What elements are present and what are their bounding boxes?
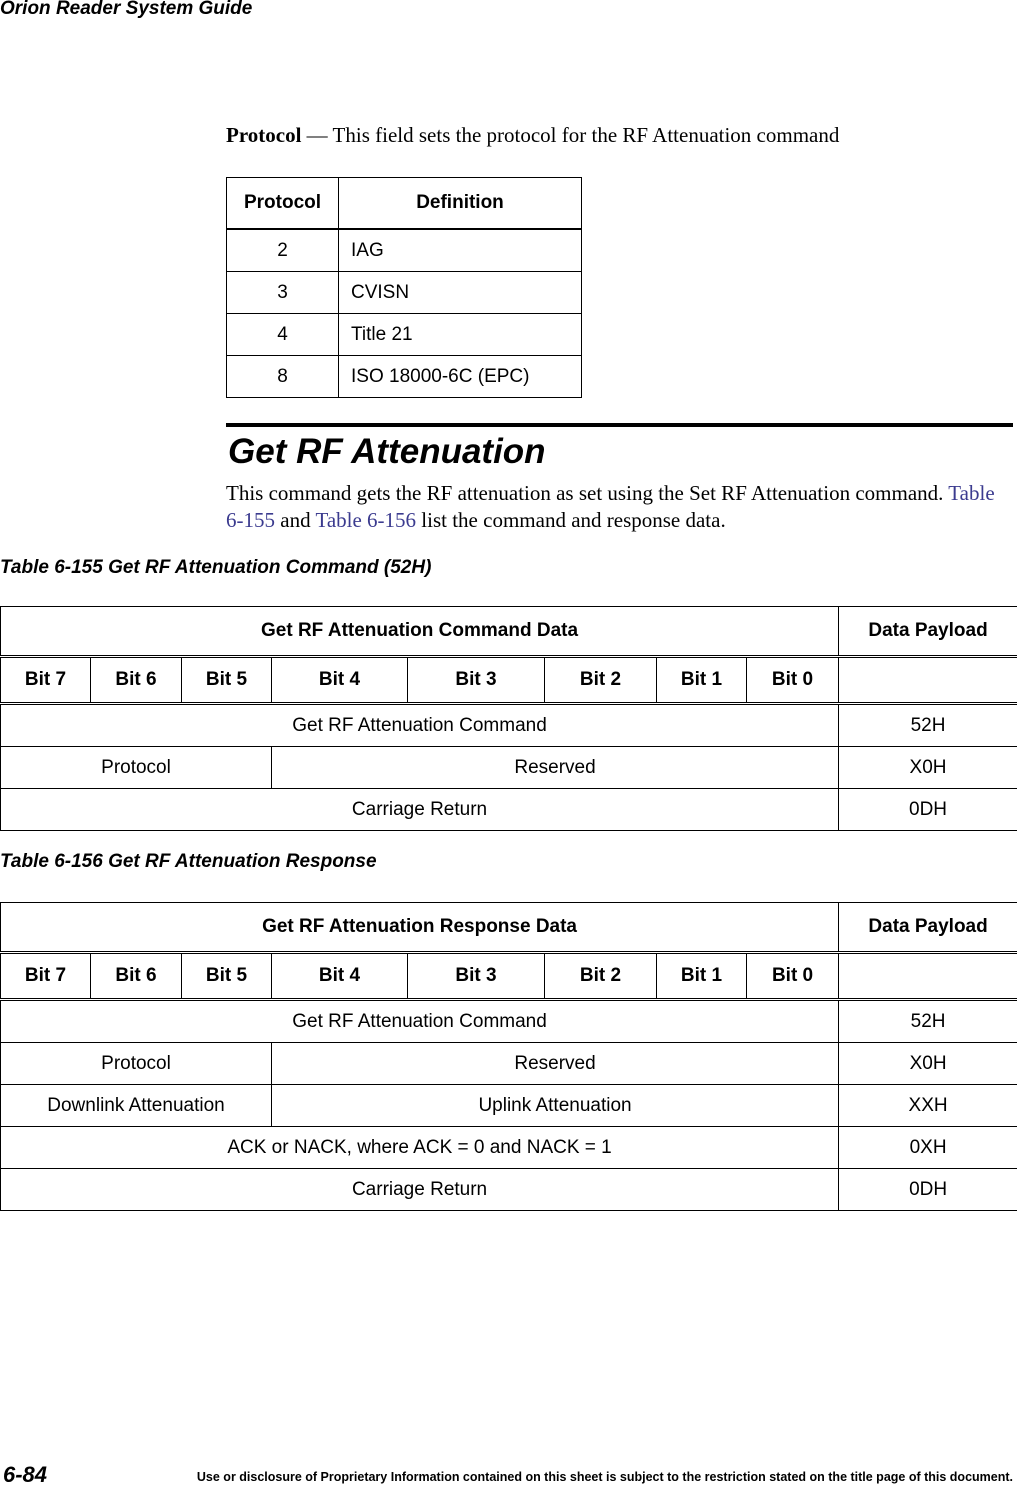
payload-header: Data Payload xyxy=(839,903,1017,953)
response-table xyxy=(0,902,1017,1211)
protocol-table xyxy=(226,177,582,398)
payload-cell: X0H xyxy=(839,747,1017,789)
bit-header: Bit 3 xyxy=(408,953,545,1000)
payload-cell: X0H xyxy=(839,1043,1017,1085)
command-table xyxy=(0,606,1017,831)
bit-header: Bit 0 xyxy=(747,953,839,1000)
protocol-column-header: Protocol xyxy=(227,178,339,230)
bit-header: Bit 3 xyxy=(408,657,545,704)
table-row xyxy=(1,1000,1017,1043)
protocol-term: Protocol xyxy=(226,123,302,147)
protocol-value: 3 xyxy=(227,272,339,314)
payload-cell: 0XH xyxy=(839,1127,1017,1169)
payload-cell: 52H xyxy=(839,704,1017,747)
downlink-attenuation-cell: Downlink Attenuation xyxy=(1,1085,272,1127)
definition-column-header: Definition xyxy=(339,178,582,230)
proprietary-notice: Use or disclosure of Proprietary Information contained on this sheet is subject to the restriction stated on the title page of this document. xyxy=(196,1470,1013,1484)
page-number: 6-84 xyxy=(3,1462,48,1487)
bit-header: Bit 6 xyxy=(91,657,182,704)
payload-header: Data Payload xyxy=(839,607,1017,657)
definition-value: CVISN xyxy=(339,272,582,314)
protocol-field-description xyxy=(226,123,839,148)
bit-header: Bit 2 xyxy=(545,953,657,1000)
table-row xyxy=(227,272,582,314)
payload-cell: 52H xyxy=(839,1000,1017,1043)
uplink-attenuation-cell: Uplink Attenuation xyxy=(272,1085,839,1127)
protocol-description: — This field sets the protocol for the RF Attenuation command xyxy=(301,123,840,147)
table-row xyxy=(227,314,582,356)
table-row xyxy=(1,704,1017,747)
bit-header: Bit 7 xyxy=(1,657,91,704)
protocol-value: 2 xyxy=(227,229,339,272)
protocol-value: 8 xyxy=(227,356,339,398)
command-cell: Get RF Attenuation Command xyxy=(1,704,839,747)
reserved-cell: Reserved xyxy=(272,747,839,789)
response-data-header: Get RF Attenuation Response Data xyxy=(1,903,839,953)
bit-header: Bit 1 xyxy=(657,657,747,704)
body-text: list the command and response data. xyxy=(416,508,726,532)
payload-header-blank xyxy=(839,657,1017,704)
ack-nack-cell: ACK or NACK, where ACK = 0 and NACK = 1 xyxy=(1,1127,839,1169)
table-row xyxy=(227,356,582,398)
table-6-155-link[interactable]: Table 6-155 xyxy=(226,481,995,532)
payload-cell: 0DH xyxy=(839,789,1017,831)
table-row xyxy=(1,789,1017,831)
table-row xyxy=(227,229,582,272)
payload-cell: XXH xyxy=(839,1085,1017,1127)
payload-header-blank xyxy=(839,953,1017,1000)
bit-header: Bit 1 xyxy=(657,953,747,1000)
bit-header: Bit 0 xyxy=(747,657,839,704)
command-cell: Get RF Attenuation Command xyxy=(1,1000,839,1043)
section-divider xyxy=(226,423,1013,427)
definition-value: Title 21 xyxy=(339,314,582,356)
bit-header: Bit 7 xyxy=(1,953,91,1000)
table-row xyxy=(1,1127,1017,1169)
body-text: This command gets the RF attenuation as set using the Set RF Attenuation command. xyxy=(226,481,944,505)
definition-value: IAG xyxy=(339,229,582,272)
bit-header: Bit 5 xyxy=(182,953,272,1000)
bit-header: Bit 2 xyxy=(545,657,657,704)
response-table-caption: Table 6-156 Get RF Attenuation Response xyxy=(0,851,377,872)
protocol-cell: Protocol xyxy=(1,1043,272,1085)
command-data-header: Get RF Attenuation Command Data xyxy=(1,607,839,657)
payload-cell: 0DH xyxy=(839,1169,1017,1211)
table-row xyxy=(1,1169,1017,1211)
carriage-return-cell: Carriage Return xyxy=(1,789,839,831)
section-title: Get RF Attenuation xyxy=(228,432,546,471)
bit-header: Bit 4 xyxy=(272,953,408,1000)
table-6-156-link[interactable]: Table 6-156 xyxy=(315,508,417,532)
table-row xyxy=(1,1043,1017,1085)
reserved-cell: Reserved xyxy=(272,1043,839,1085)
carriage-return-cell: Carriage Return xyxy=(1,1169,839,1211)
bit-header: Bit 5 xyxy=(182,657,272,704)
table-row xyxy=(1,747,1017,789)
body-text: and xyxy=(275,508,316,532)
bit-header: Bit 4 xyxy=(272,657,408,704)
bit-header: Bit 6 xyxy=(91,953,182,1000)
protocol-cell: Protocol xyxy=(1,747,272,789)
protocol-value: 4 xyxy=(227,314,339,356)
command-table-caption: Table 6-155 Get RF Attenuation Command (52H) xyxy=(0,557,432,578)
running-header: Orion Reader System Guide xyxy=(0,0,253,19)
section-body xyxy=(226,480,1016,534)
definition-value: ISO 18000-6C (EPC) xyxy=(339,356,582,398)
table-row xyxy=(1,1085,1017,1127)
